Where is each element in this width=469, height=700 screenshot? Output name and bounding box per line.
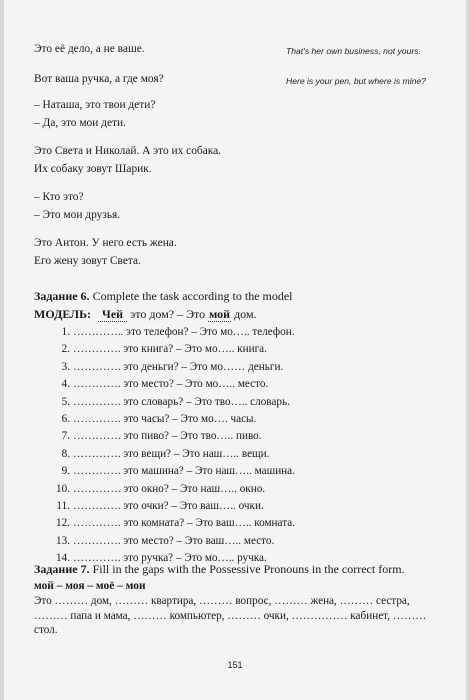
item-text: …………. это ручка? – Это мо….. ручка. bbox=[73, 552, 267, 565]
item-number: 7. bbox=[61, 430, 70, 443]
task-7-heading bbox=[34, 562, 405, 576]
item-text: …………. это место? – Это мо….. место. bbox=[73, 378, 269, 391]
gap-fill-text: Это ……… дом, ……… квартира, ……… вопрос, ……… жена, ……… сестра, ……… папа и мама, ……… компьютер, ……… очки, …………… кабинет, ……… стол. bbox=[34, 595, 427, 637]
task-6-label: Задание 6. bbox=[34, 289, 90, 303]
item-text: …………. это окно? – Это наш….. окно. bbox=[73, 482, 266, 495]
task-6-heading bbox=[34, 289, 293, 303]
model-example bbox=[34, 307, 257, 322]
dialogue-line: – Кто это? bbox=[34, 191, 84, 203]
example-russian: Вот ваша ручка, а где моя? bbox=[34, 73, 164, 85]
item-number: 3. bbox=[61, 360, 70, 373]
model-underlined-answer: мой bbox=[209, 307, 231, 321]
dialogue-line: – Это мои друзья. bbox=[34, 209, 121, 221]
item-number: 6. bbox=[61, 412, 70, 425]
item-text: …………. это пиво? – Это тво….. пиво. bbox=[73, 430, 262, 443]
item-number: 9. bbox=[61, 465, 70, 478]
exercise-item bbox=[56, 516, 416, 533]
paragraph-line: Их собаку зовут Шарик. bbox=[34, 163, 152, 175]
exercise-item bbox=[56, 412, 416, 429]
item-number: 8. bbox=[61, 447, 70, 460]
paragraph-line: Это Антон. У него есть жена. bbox=[34, 237, 177, 249]
item-text: …………. это книга? – Это мо….. книга. bbox=[73, 343, 267, 356]
item-text: ………….. это телефон? – Это мо….. телефон. bbox=[73, 326, 295, 338]
pronoun-options: мой – моя – моё – мои bbox=[34, 580, 146, 592]
item-text: …………. это место? – Это ваш….. место. bbox=[73, 534, 275, 547]
model-colon: : bbox=[87, 307, 92, 321]
task-6-items bbox=[56, 325, 416, 568]
paragraph-line: Это Света и Николай. А это их собака. bbox=[34, 145, 222, 157]
dialogue-line: – Да, это мои дети. bbox=[34, 117, 126, 129]
item-number: 5. bbox=[61, 395, 70, 408]
item-text: …………. это словарь? – Это тво….. словарь. bbox=[73, 395, 290, 408]
item-text: …………. это деньги? – Это мо…… деньги. bbox=[73, 360, 284, 373]
exercise-item bbox=[56, 360, 416, 377]
item-number: 12. bbox=[56, 517, 70, 530]
item-text: …………. это очки? – Это ваш….. очки. bbox=[73, 499, 264, 512]
exercise-item bbox=[56, 447, 416, 464]
example-english: That's her own business, not yours. bbox=[286, 46, 421, 56]
item-text: …………. это вещи? – Это наш….. вещи. bbox=[73, 447, 270, 460]
example-english: Here is your pen, but where is mine? bbox=[286, 76, 426, 86]
exercise-item bbox=[56, 464, 416, 481]
document-page bbox=[4, 0, 466, 700]
exercise-item bbox=[56, 342, 416, 359]
item-text: …………. это машина? – Это наш….. машина. bbox=[73, 465, 295, 478]
model-label: МОДЕЛЬ bbox=[34, 307, 88, 321]
item-number: 2. bbox=[61, 343, 70, 356]
exercise-item bbox=[56, 429, 416, 446]
exercise-item bbox=[56, 499, 416, 516]
exercise-item bbox=[56, 377, 416, 394]
example-russian: Это её дело, а не ваше. bbox=[34, 43, 145, 55]
item-text: …………. это комната? – Это ваш….. комната. bbox=[73, 517, 295, 530]
item-number: 11. bbox=[56, 499, 70, 512]
item-number: 13. bbox=[56, 534, 70, 547]
task-6-instruction: Complete the task according to the model bbox=[89, 289, 293, 303]
paragraph-line: Его жену зовут Света. bbox=[34, 255, 141, 267]
model-question: это дом? – Это bbox=[127, 307, 209, 321]
page-number: 151 bbox=[227, 660, 243, 670]
item-text: …………. это часы? – Это мо…. часы. bbox=[73, 412, 257, 425]
item-number: 10. bbox=[56, 482, 70, 495]
item-number: 1. bbox=[61, 326, 70, 338]
task-7-label: Задание 7. bbox=[34, 562, 90, 576]
exercise-item bbox=[56, 482, 416, 499]
item-number: 4. bbox=[61, 378, 70, 391]
task-7-instruction: Fill in the gaps with the Possessive Pronouns in the correct form. bbox=[89, 562, 405, 576]
dialogue-line: – Наташа, это твои дети? bbox=[34, 99, 156, 111]
exercise-item bbox=[56, 395, 416, 412]
model-answer: Чей bbox=[98, 307, 127, 322]
item-number: 14. bbox=[56, 552, 70, 565]
exercise-item bbox=[56, 325, 416, 342]
exercise-item bbox=[56, 534, 416, 551]
model-end: дом. bbox=[231, 307, 257, 321]
